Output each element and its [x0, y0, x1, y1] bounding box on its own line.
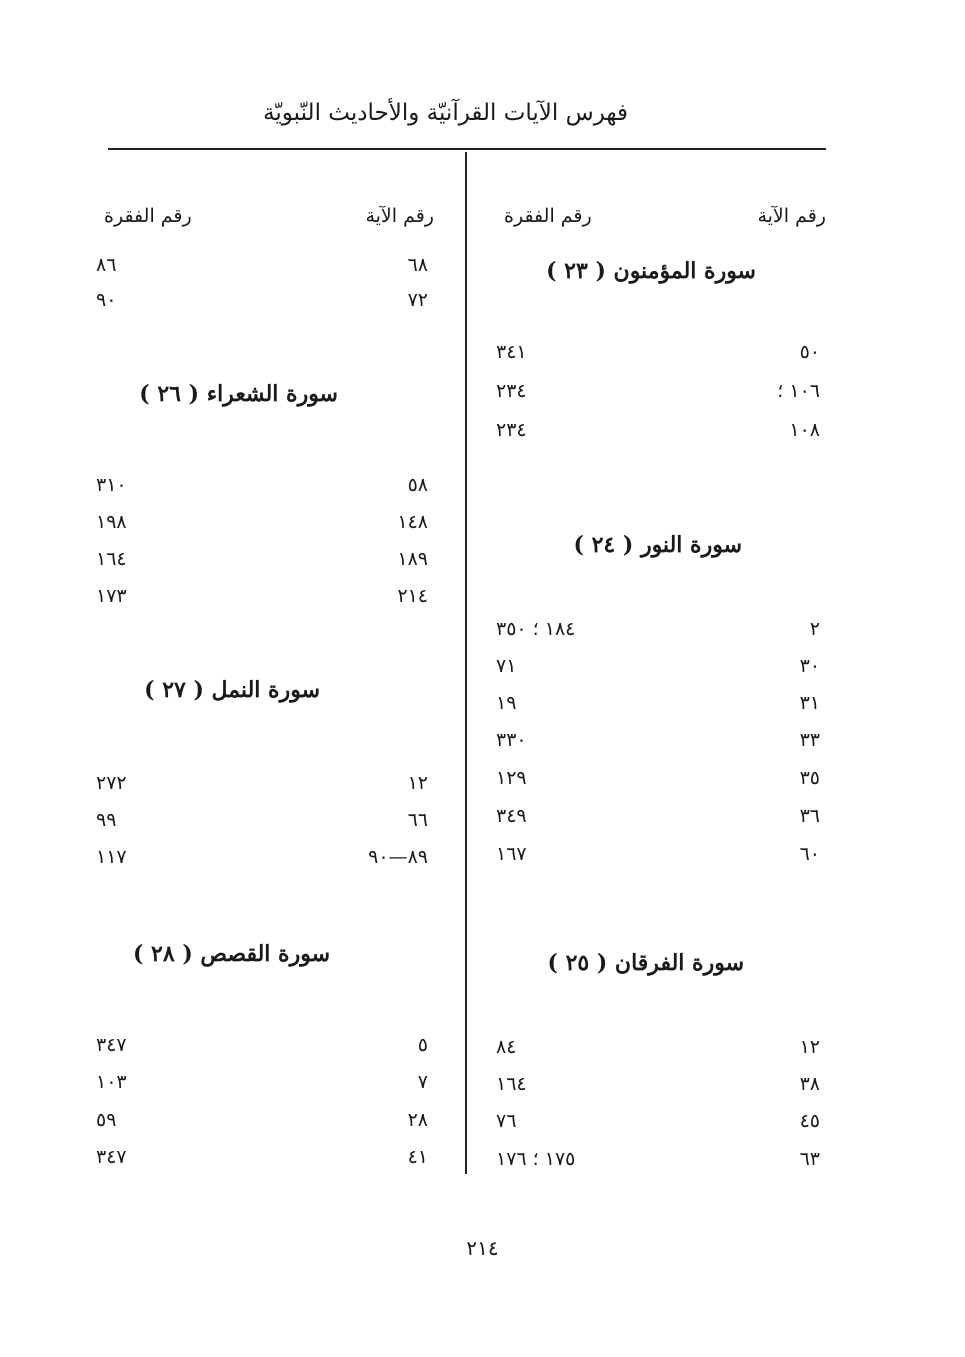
table-row — [490, 341, 826, 365]
aya-number: ٦٠ — [799, 843, 820, 865]
aya-number: ٢١٤ — [397, 585, 428, 607]
paragraph-number: ١٢٩ — [496, 767, 527, 789]
left-column — [90, 0, 434, 1357]
paragraph-number: ١٠٣ — [96, 1071, 127, 1093]
table-row — [90, 548, 434, 572]
table-row — [490, 805, 826, 829]
table-row — [90, 511, 434, 535]
paragraph-number: ١٧٣ — [96, 585, 127, 607]
paragraph-number: ١٧٥ ؛ ١٧٦ — [496, 1148, 576, 1170]
paragraph-number: ٧٦ — [496, 1110, 517, 1132]
table-row — [90, 772, 434, 796]
paragraph-number: ٢٧٢ — [96, 772, 127, 794]
paragraph-number: ٣٤٩ — [496, 805, 527, 827]
paragraph-number-header: رقم الفقرة — [104, 205, 192, 227]
table-row — [490, 618, 826, 642]
aya-number: ٤٥ — [799, 1110, 820, 1132]
paragraph-number: ٨٦ — [96, 254, 117, 276]
aya-number: ٢٨ — [407, 1109, 428, 1131]
aya-number: ٣٦ — [799, 805, 820, 827]
aya-number: ٣١ — [799, 692, 820, 714]
paragraph-number: ١١٧ — [96, 846, 127, 868]
paragraph-number: ٣٣٠ — [496, 729, 527, 751]
table-row — [90, 585, 434, 609]
aya-number: ١٠٦ ؛ — [777, 380, 820, 402]
paragraph-number: ٣٤٧ — [96, 1034, 127, 1056]
table-row — [90, 1034, 434, 1058]
table-row — [90, 289, 434, 313]
table-row — [490, 767, 826, 791]
aya-number: ٧ — [417, 1071, 428, 1093]
aya-number: ٥٨ — [407, 474, 428, 496]
aya-number: ٦٣ — [799, 1148, 820, 1170]
table-row — [90, 254, 434, 278]
paragraph-number: ٥٩ — [96, 1109, 117, 1131]
paragraph-number: ١٦٤ — [496, 1073, 527, 1095]
paragraph-number: ٣٤١ — [496, 341, 527, 363]
aya-number: ٣٠ — [799, 655, 820, 677]
sura-heading-muminun: سورة المؤمنون ( ٢٣ ) — [546, 258, 756, 284]
aya-number: ٨٩—٩٠ — [368, 846, 428, 868]
paragraph-number: ١٦٧ — [496, 843, 527, 865]
table-row — [90, 474, 434, 498]
sura-heading-naml: سورة النمل ( ٢٧ ) — [144, 677, 320, 703]
paragraph-number: ١٦٤ — [96, 548, 127, 570]
paragraph-number: ٣٤٧ — [96, 1146, 127, 1168]
aya-number: ٧٢ — [407, 289, 428, 311]
sura-heading-nur: سورة النور ( ٢٤ ) — [573, 532, 742, 558]
aya-number: ٦٦ — [407, 809, 428, 831]
table-row — [490, 419, 826, 443]
aya-number: ١٤٨ — [397, 511, 428, 533]
aya-number: ٣٨ — [799, 1073, 820, 1095]
paragraph-number: ١٨٤ ؛ ٣٥٠ — [496, 618, 576, 640]
paragraph-number: ١٩ — [496, 692, 517, 714]
aya-number: ٥ — [417, 1034, 428, 1056]
table-row — [90, 809, 434, 833]
sura-heading-shuara: سورة الشعراء ( ٢٦ ) — [139, 381, 338, 407]
table-row — [490, 1148, 826, 1172]
table-row — [490, 1073, 826, 1097]
aya-number-header: رقم الآية — [757, 205, 826, 227]
sura-heading-qasas: سورة القصص ( ٢٨ ) — [132, 941, 330, 967]
aya-number: ٣٣ — [799, 729, 820, 751]
table-row — [90, 846, 434, 870]
paragraph-number: ٣١٠ — [96, 474, 127, 496]
aya-number: ١٨٩ — [397, 548, 428, 570]
page-title: فهرس الآيات القرآنيّة والأحاديث النّبويّة — [263, 100, 628, 126]
table-row — [90, 1146, 434, 1170]
table-row — [90, 1109, 434, 1133]
paragraph-number: ٢٣٤ — [496, 380, 527, 402]
table-row — [490, 692, 826, 716]
table-row — [490, 843, 826, 867]
aya-number: ٥٠ — [799, 341, 820, 363]
sura-heading-furqan: سورة الفرقان ( ٢٥ ) — [547, 950, 744, 976]
aya-number: ١٠٨ — [789, 419, 820, 441]
aya-number: ١٢ — [799, 1036, 820, 1058]
aya-number: ١٢ — [407, 772, 428, 794]
aya-number: ٦٨ — [407, 254, 428, 276]
paragraph-number: ٩٩ — [96, 809, 117, 831]
aya-number: ٢ — [809, 618, 820, 640]
table-row — [490, 1110, 826, 1134]
table-row — [490, 1036, 826, 1060]
table-row — [490, 729, 826, 753]
paragraph-number: ٩٠ — [96, 289, 117, 311]
paragraph-number-header: رقم الفقرة — [504, 205, 592, 227]
aya-number-header: رقم الآية — [365, 205, 434, 227]
table-row — [490, 655, 826, 679]
paragraph-number: ٧١ — [496, 655, 517, 677]
aya-number: ٤١ — [407, 1146, 428, 1168]
table-row — [90, 1071, 434, 1095]
page-number: ٢١٤ — [466, 1236, 499, 1260]
column-divider — [465, 152, 467, 1174]
right-column — [490, 0, 826, 1357]
paragraph-number: ١٩٨ — [96, 511, 127, 533]
paragraph-number: ٨٤ — [496, 1036, 517, 1058]
aya-number: ٣٥ — [799, 767, 820, 789]
table-row — [490, 380, 826, 404]
paragraph-number: ٢٣٤ — [496, 419, 527, 441]
